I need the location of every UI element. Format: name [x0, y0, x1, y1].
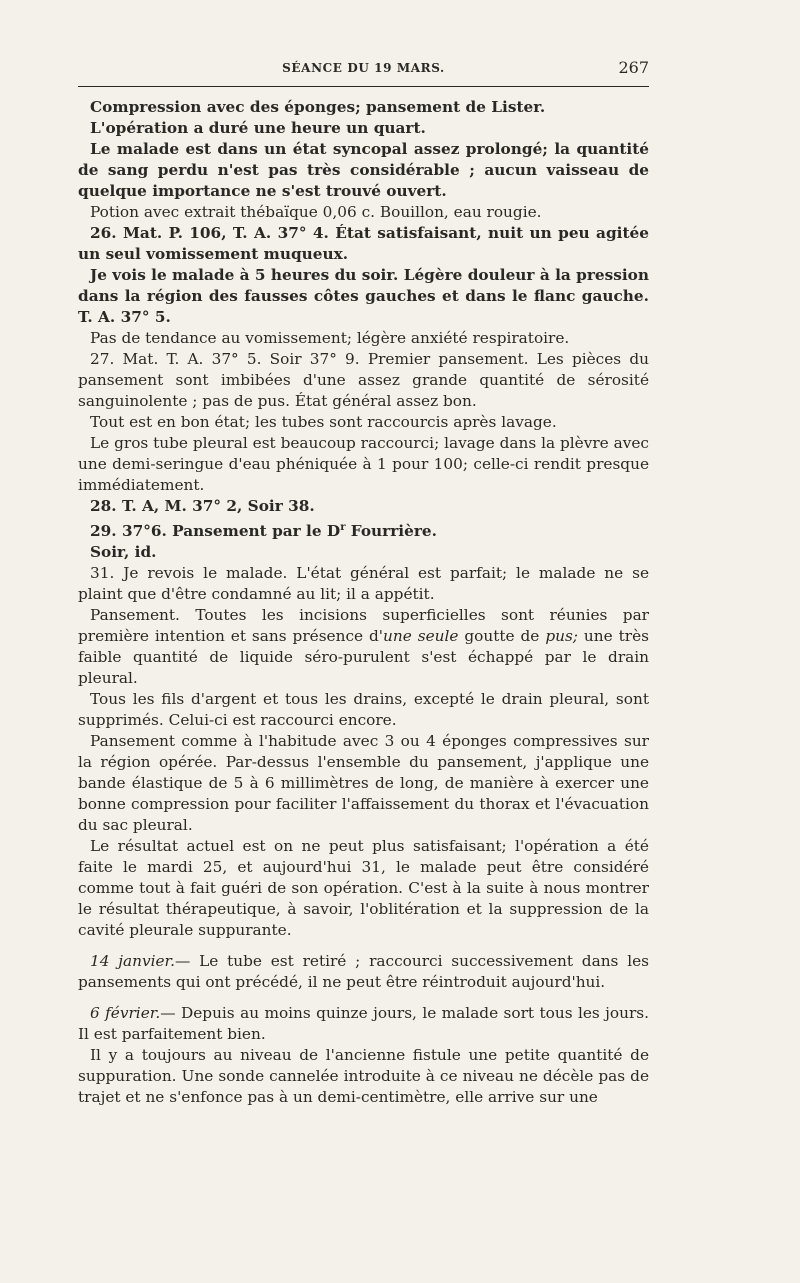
paragraph-2: L'opération a duré une heure un quart.	[90, 119, 426, 137]
paragraph-12-start: 29. 37°6. Pansement par le D	[90, 522, 341, 541]
book-page	[78, 58, 649, 1218]
page-number: 267	[618, 58, 649, 77]
paragraph-7: Pas de tendance au vomissement; légère anxiété respiratoire.	[90, 329, 570, 347]
pus-italic: pus;	[545, 627, 578, 646]
paragraph-19	[78, 951, 649, 993]
paragraph-21: Il y a toujours au niveau de l'ancienne fistule une petite quantité de suppuration. Une sonde cannelée introduite à ce niveau ne décèle pas de trajet et ne s'enfonce pas à un demi-centimètre, elle arrive sur une	[78, 1046, 649, 1107]
paragraph-15-start: Pansement. Toutes les incisions superficielles sont réunies par première intention et sans présence d'	[78, 606, 649, 646]
section-gap-1	[78, 941, 649, 951]
goutte-de-text: goutte de	[458, 627, 546, 646]
paragraph-16: Tous les fils d'argent et tous les drains, excepté le drain pleural, sont supprimés. Celui-ci est raccourci encore.	[78, 690, 649, 730]
paragraph-10: Le gros tube pleural est beaucoup raccourci; lavage dans la plèvre avec une demi-seringue d'eau phéniquée à 1 pour 100; celle-ci rendit presque immédiatement.	[78, 434, 649, 494]
paragraph-8: 27. Mat. T. A. 37° 5. Soir 37° 9. Premier pansement. Les pièces du pansement sont imbibées d'une assez grande quantité de sérosité sanguinolente ; pas de pus. État général assez bon.	[78, 350, 649, 410]
paragraph-17: Pansement comme à l'habitude avec 3 ou 4 éponges compressives sur la région opérée. Par-dessus l'ensemble du pansement, j'applique une bande élastique de 5 à 6 millimètres de long, de manière à exercer une bonne compression pour faciliter l'affaissement du thorax et l'évacuation du sac pleural.	[78, 732, 649, 835]
paragraph-6: Je vois le malade à 5 heures du soir. Légère douleur à la pression dans la région des fausses côtes gauches et dans le flanc gauche. T. A. 37° 5.	[78, 266, 649, 326]
paragraph-5: 26. Mat. P. 106, T. A. 37° 4. État satisfaisant, nuit un peu agitée un seul vomissement muqueux.	[78, 224, 649, 263]
paragraph-1: Compression avec des éponges; pansement de Lister.	[90, 98, 546, 116]
paragraph-19-text: — Le tube est retiré ; raccourci successivement dans les pansements qui ont précédé, il ne peut être réintroduit aujourd'hui.	[78, 952, 649, 992]
section-gap-2	[78, 993, 649, 1003]
running-head	[78, 58, 649, 82]
doctor-name: Fourrière.	[345, 522, 437, 541]
paragraph-9: Tout est en bon état; les tubes sont raccourcis après lavage.	[90, 413, 557, 431]
paragraph-15-rest: une très faible quantité de liquide séro-purulent s'est échappé par le drain pleural.	[78, 627, 649, 688]
paragraph-15	[78, 605, 649, 689]
paragraph-20-text: — Depuis au moins quinze jours, le malade sort tous les jours. Il est parfaitement bien.	[78, 1004, 649, 1044]
paragraph-12	[78, 517, 649, 542]
date-6-fevrier: 6 février.	[90, 1004, 161, 1023]
header-rule	[78, 86, 649, 87]
paragraph-11: 28. T. A, M. 37° 2, Soir 38.	[90, 497, 315, 515]
paragraph-4: Potion avec extrait thébaïque 0,06 c. Bouillon, eau rougie.	[90, 203, 542, 221]
paragraph-14: 31. Je revois le malade. L'état général est parfait; le malade ne se plaint que d'être condamné au lit; il a appétit.	[78, 564, 649, 604]
une-seule-italic: une seule	[383, 627, 459, 646]
page-title: SÉANCE DU 19 MARS.	[282, 61, 445, 75]
paragraph-13: Soir, id.	[90, 543, 157, 562]
paragraph-18: Le résultat actuel est on ne peut plus satisfaisant; l'opération a été faite le mardi 25, et aujourd'hui 31, le malade peut être considéré comme tout à fait guéri de son opération. C'est à la suite à nous montrer le résultat thérapeutique, à savoir, l'oblitération et la suppression de la cavité pleurale suppurante.	[78, 837, 649, 940]
body-text	[78, 97, 649, 1108]
doctor-superscript: r	[340, 522, 346, 533]
paragraph-20	[78, 1003, 649, 1045]
date-14-janvier: 14 janvier.	[90, 952, 176, 971]
paragraph-3: Le malade est dans un état syncopal assez prolongé; la quantité de sang perdu n'est pas très considérable ; aucun vaisseau de quelque importance ne s'est trouvé ouvert.	[78, 140, 649, 200]
